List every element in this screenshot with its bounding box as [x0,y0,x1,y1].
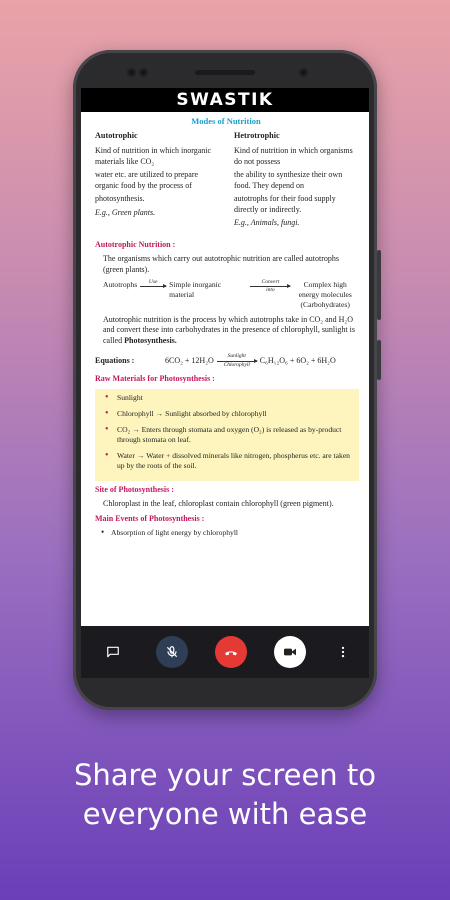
arrow-line [250,286,290,287]
equation-arrow [217,354,257,368]
shared-document[interactable] [81,112,369,539]
use-arrow-label: Use [148,278,158,285]
video-icon [282,644,298,660]
autotrophic-line: photosynthesis. [95,194,145,204]
end-call-icon [223,644,239,660]
chat-icon [106,645,120,659]
list-item: • Water → Water + dissolved minerals like nitrogen, phospherus etc. are taken up by the roots of the soil. [105,451,353,471]
convert-arrow [250,280,290,294]
power-button [377,340,381,380]
phone-top-bar [73,66,377,80]
photosynthesis-term: Photosynthesis. [124,335,177,345]
sensor-dot [127,68,136,77]
events-heading: Main Events of Photosynthesis : [95,513,205,523]
nutrition-columns [95,131,357,232]
equation-right: C₆H₁₂O₆ + 6O₂ + 6H₂O [259,355,336,365]
flow-start: Autotrophs [103,279,138,289]
site-heading: Site of Photosynthesis : [95,484,174,494]
arrow-line [140,286,166,287]
convert-arrow-sublabel: into [266,287,275,294]
photosynthesis-definition [103,315,357,347]
list-item: • CO₂ → Enters through stomata and oxygen (O₂) is released as by-product through stomata on leaf. [105,425,353,445]
doc-title: Modes of Nutrition [191,116,261,126]
mic-off-icon [165,645,179,659]
heterotrophic-heading: Hetrotrophic [234,131,280,141]
autotrophic-heading: Autotrophic [95,131,138,141]
site-text: Chloroplast in the leaf, chloroplast contain chlorophyll (green pigment). [103,499,334,509]
equation-arrow-bottom: Chlorophyll [223,361,250,368]
tagline [0,756,450,833]
more-vertical-icon [340,645,346,659]
chat-button[interactable] [97,636,129,668]
list-item: • Chlorophyll → Sunlight absorbed by chlorophyll [105,409,353,419]
equation-arrow-top: Sunlight [227,353,246,360]
photosynthesis-equation [95,354,357,368]
heterotrophic-line: autotrophs for their food supply directly or indirectly. [234,194,336,214]
autotrophic-nutrition-heading: Autotrophic Nutrition : [95,239,176,249]
call-controls-bar [81,626,369,678]
autotrophic-example: E.g., Green plants. [95,207,156,217]
phone-screen [81,88,369,678]
equation-label: Equations : [95,355,135,365]
heterotrophic-column [234,131,357,232]
heterotrophic-line: Kind of nutrition in which organisms do not possess [234,146,353,166]
end-call-button[interactable] [215,636,247,668]
heterotrophic-line: the ability to synthesize their own food. They depend on [234,170,343,190]
app-title: SWASTIK [81,88,369,112]
arrow-line [217,361,257,362]
list-item: • Sunlight [105,393,353,403]
autotrophs-intro: The organisms which carry out autotrophic nutrition are called autotrophs (green plants). [103,254,340,274]
flow-end: Complex high energy molecules (Carbohydrates) [298,279,352,309]
mute-button[interactable] [156,636,188,668]
tagline-line-1: Share your screen to [73,758,377,792]
autotrophic-line: water etc. are utilized to prepare organic food by the process of [95,170,199,190]
list-item: • Absorption of light energy by chlorophyll [101,528,357,538]
autotrophic-line: Kind of nutrition in which inorganic materials like CO₂ [95,146,212,166]
convert-arrow-label: Convert [261,278,280,285]
heterotrophic-example: E.g., Animals, fungi. [234,218,300,228]
front-camera [139,68,148,77]
phone-frame [73,50,377,710]
autotroph-flow [103,280,357,310]
equation-left: 6CO₂ + 12H₂O [165,355,214,365]
sensor-dot-right [299,68,308,77]
video-button[interactable] [274,636,306,668]
earpiece-speaker [195,70,255,75]
volume-button [377,250,381,320]
raw-materials-box [95,389,359,481]
raw-materials-heading: Raw Materials for Photosynthesis : [95,374,215,384]
flow-mid: Simple inorganic material [169,279,222,299]
autotrophic-column [95,131,218,232]
more-options-button[interactable] [333,636,353,668]
use-arrow [140,280,166,289]
tagline-line-2: everyone with ease [82,796,368,831]
photosynthesis-definition-text: Autotrophic nutrition is the process by which autotrophs take in CO₂ and H₂O and convert these into carbohydrates in the presence of chlorophyll, sunlight is called [103,314,355,345]
